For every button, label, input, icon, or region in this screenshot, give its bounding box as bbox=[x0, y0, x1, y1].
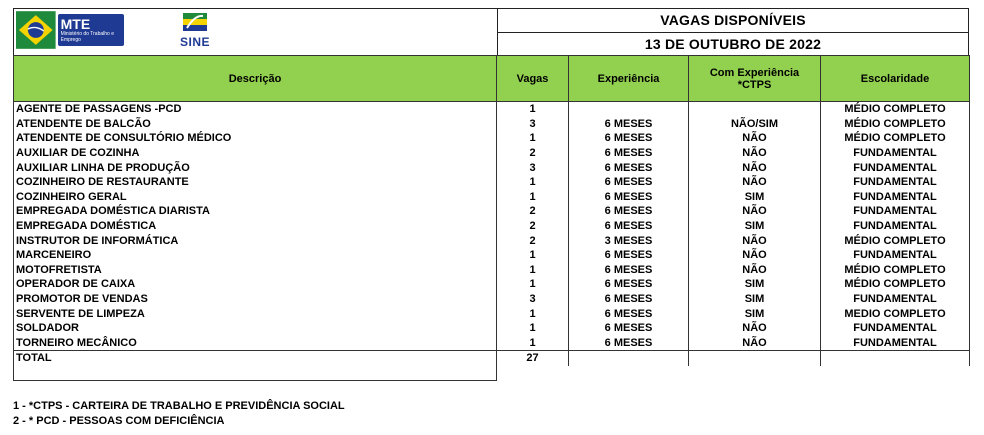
cell-ctps: NÃO bbox=[689, 160, 821, 175]
cell-vagas: 1 bbox=[497, 277, 569, 292]
cell-descricao: SOLDADOR bbox=[14, 321, 497, 336]
cell-ctps: NÃO bbox=[689, 233, 821, 248]
table-row bbox=[14, 146, 970, 161]
cell-experiencia: 6 MESES bbox=[569, 131, 689, 146]
cell-vagas: 3 bbox=[497, 117, 569, 132]
total-experiencia bbox=[569, 351, 689, 366]
cell-vagas: 1 bbox=[497, 175, 569, 190]
cell-descricao: COZINHEIRO GERAL bbox=[14, 190, 497, 205]
cell-ctps: NÃO bbox=[689, 336, 821, 351]
cell-descricao: PROMOTOR DE VENDAS bbox=[14, 292, 497, 307]
cell-ctps: NÃO bbox=[689, 131, 821, 146]
title-block bbox=[497, 8, 969, 55]
table-row bbox=[14, 321, 970, 336]
table-row bbox=[14, 336, 970, 351]
sine-logo-text: SINE bbox=[179, 35, 210, 49]
cell-experiencia: 6 MESES bbox=[569, 336, 689, 351]
table-row bbox=[14, 160, 970, 175]
total-ctps bbox=[689, 351, 821, 366]
cell-experiencia bbox=[569, 102, 689, 117]
cell-escolaridade: FUNDAMENTAL bbox=[821, 336, 970, 351]
table-row bbox=[14, 306, 970, 321]
cell-vagas: 1 bbox=[497, 248, 569, 263]
cell-experiencia: 6 MESES bbox=[569, 146, 689, 161]
cell-ctps bbox=[689, 102, 821, 117]
cell-descricao: AGENTE DE PASSAGENS -PCD bbox=[14, 102, 497, 117]
footnote-ctps: 1 - *CTPS - CARTEIRA DE TRABALHO E PREVIDÊNCIA SOCIAL bbox=[13, 400, 345, 412]
table-row bbox=[14, 292, 970, 307]
cell-escolaridade: FUNDAMENTAL bbox=[821, 219, 970, 234]
cell-vagas: 1 bbox=[497, 263, 569, 278]
cell-ctps: NÃO bbox=[689, 321, 821, 336]
spacer-blank bbox=[569, 366, 689, 381]
cell-vagas: 2 bbox=[497, 204, 569, 219]
header bbox=[13, 8, 969, 55]
cell-vagas: 2 bbox=[497, 233, 569, 248]
total-escolaridade bbox=[821, 351, 970, 366]
spacer-blank bbox=[689, 366, 821, 381]
cell-experiencia: 6 MESES bbox=[569, 204, 689, 219]
vacancies-table bbox=[13, 55, 970, 381]
table-row bbox=[14, 219, 970, 234]
page-date: 13 DE OUTUBRO DE 2022 bbox=[644, 35, 822, 52]
column-header-ctps: Com Experiência *CTPS bbox=[689, 56, 821, 102]
spacer-row bbox=[14, 366, 970, 381]
cell-vagas: 1 bbox=[497, 190, 569, 205]
cell-escolaridade: FUNDAMENTAL bbox=[821, 160, 970, 175]
cell-descricao: MARCENEIRO bbox=[14, 248, 497, 263]
footnote-pcd: 2 - * PCD - PESSOAS COM DEFICIÊNCIA bbox=[13, 415, 225, 427]
cell-vagas: 3 bbox=[497, 160, 569, 175]
cell-escolaridade: MÉDIO COMPLETO bbox=[821, 131, 970, 146]
cell-escolaridade: FUNDAMENTAL bbox=[821, 204, 970, 219]
column-header-escolaridade: Escolaridade bbox=[821, 56, 970, 102]
cell-descricao: TORNEIRO MECÂNICO bbox=[14, 336, 497, 351]
cell-experiencia: 6 MESES bbox=[569, 263, 689, 278]
cell-vagas: 3 bbox=[497, 292, 569, 307]
column-header-vagas: Vagas bbox=[497, 56, 569, 102]
cell-escolaridade: MÉDIO COMPLETO bbox=[821, 277, 970, 292]
logos-area bbox=[13, 8, 497, 55]
total-vagas: 27 bbox=[497, 351, 569, 366]
table-row bbox=[14, 263, 970, 278]
cell-ctps: NÃO bbox=[689, 204, 821, 219]
column-header-experiencia: Experiência bbox=[569, 56, 689, 102]
cell-descricao: ATENDENTE DE CONSULTÓRIO MÉDICO bbox=[14, 131, 497, 146]
mte-logo bbox=[16, 11, 124, 49]
cell-ctps: NÃO bbox=[689, 175, 821, 190]
cell-escolaridade: MÉDIO COMPLETO bbox=[821, 263, 970, 278]
cell-experiencia: 6 MESES bbox=[569, 219, 689, 234]
total-row bbox=[14, 351, 970, 366]
cell-descricao: ATENDENTE DE BALCÃO bbox=[14, 117, 497, 132]
table-body bbox=[14, 102, 970, 381]
cell-escolaridade: MÉDIO COMPLETO bbox=[821, 233, 970, 248]
cell-experiencia: 3 MESES bbox=[569, 233, 689, 248]
cell-ctps: NÃO bbox=[689, 263, 821, 278]
cell-descricao: COZINHEIRO DE RESTAURANTE bbox=[14, 175, 497, 190]
cell-escolaridade: FUNDAMENTAL bbox=[821, 175, 970, 190]
cell-vagas: 1 bbox=[497, 336, 569, 351]
cell-escolaridade: FUNDAMENTAL bbox=[821, 146, 970, 161]
cell-vagas: 1 bbox=[497, 321, 569, 336]
table-row bbox=[14, 277, 970, 292]
spacer-blank bbox=[497, 366, 569, 381]
cell-experiencia: 6 MESES bbox=[569, 277, 689, 292]
table-row bbox=[14, 248, 970, 263]
job-listing-sheet bbox=[13, 8, 969, 381]
spacer-cell bbox=[14, 366, 497, 381]
cell-experiencia: 6 MESES bbox=[569, 248, 689, 263]
cell-escolaridade: FUNDAMENTAL bbox=[821, 248, 970, 263]
cell-ctps: SIM bbox=[689, 219, 821, 234]
cell-vagas: 1 bbox=[497, 131, 569, 146]
spacer-blank bbox=[821, 366, 970, 381]
cell-ctps: NÃO bbox=[689, 248, 821, 263]
table-row bbox=[14, 190, 970, 205]
cell-escolaridade: FUNDAMENTAL bbox=[821, 190, 970, 205]
cell-descricao: INSTRUTOR DE INFORMÁTICA bbox=[14, 233, 497, 248]
cell-vagas: 2 bbox=[497, 146, 569, 161]
cell-descricao: OPERADOR DE CAIXA bbox=[14, 277, 497, 292]
cell-descricao: SERVENTE DE LIMPEZA bbox=[14, 306, 497, 321]
brazil-flag-icon bbox=[16, 11, 56, 49]
sine-mark-icon bbox=[183, 13, 207, 31]
table-row bbox=[14, 175, 970, 190]
cell-descricao: AUXILIAR LINHA DE PRODUÇÃO bbox=[14, 160, 497, 175]
cell-vagas: 1 bbox=[497, 306, 569, 321]
table-row bbox=[14, 204, 970, 219]
cell-ctps: NÃO bbox=[689, 146, 821, 161]
cell-experiencia: 6 MESES bbox=[569, 117, 689, 132]
column-header-descricao: Descrição bbox=[14, 56, 497, 102]
cell-ctps: SIM bbox=[689, 190, 821, 205]
cell-descricao: AUXILIAR DE COZINHA bbox=[14, 146, 497, 161]
cell-experiencia: 6 MESES bbox=[569, 190, 689, 205]
mte-logo-text: MTE bbox=[60, 16, 91, 32]
cell-ctps: NÃO/SIM bbox=[689, 117, 821, 132]
table-row bbox=[14, 102, 970, 117]
cell-experiencia: 6 MESES bbox=[569, 160, 689, 175]
cell-experiencia: 6 MESES bbox=[569, 306, 689, 321]
cell-escolaridade: MEDIO COMPLETO bbox=[821, 306, 970, 321]
table-row bbox=[14, 117, 970, 132]
cell-experiencia: 6 MESES bbox=[569, 292, 689, 307]
table-header-row bbox=[14, 56, 970, 102]
cell-escolaridade: FUNDAMENTAL bbox=[821, 321, 970, 336]
cell-experiencia: 6 MESES bbox=[569, 321, 689, 336]
footnotes bbox=[13, 399, 345, 429]
sine-logo bbox=[172, 13, 218, 53]
cell-descricao: MOTOFRETISTA bbox=[14, 263, 497, 278]
cell-vagas: 2 bbox=[497, 219, 569, 234]
cell-ctps: SIM bbox=[689, 292, 821, 307]
cell-escolaridade: MÉDIO COMPLETO bbox=[821, 102, 970, 117]
cell-ctps: SIM bbox=[689, 277, 821, 292]
total-label: TOTAL bbox=[14, 351, 497, 366]
page-title: VAGAS DISPONÍVEIS bbox=[498, 9, 968, 33]
table-row bbox=[14, 131, 970, 146]
cell-descricao: EMPREGADA DOMÉSTICA DIARISTA bbox=[14, 204, 497, 219]
cell-escolaridade: MÉDIO COMPLETO bbox=[821, 117, 970, 132]
cell-vagas: 1 bbox=[497, 102, 569, 117]
cell-experiencia: 6 MESES bbox=[569, 175, 689, 190]
cell-descricao: EMPREGADA DOMÉSTICA bbox=[14, 219, 497, 234]
table-row bbox=[14, 233, 970, 248]
mte-logo-subtitle: Ministério do Trabalho e Emprego bbox=[60, 31, 114, 43]
mte-logo-box bbox=[58, 14, 124, 46]
cell-ctps: SIM bbox=[689, 306, 821, 321]
cell-escolaridade: FUNDAMENTAL bbox=[821, 292, 970, 307]
